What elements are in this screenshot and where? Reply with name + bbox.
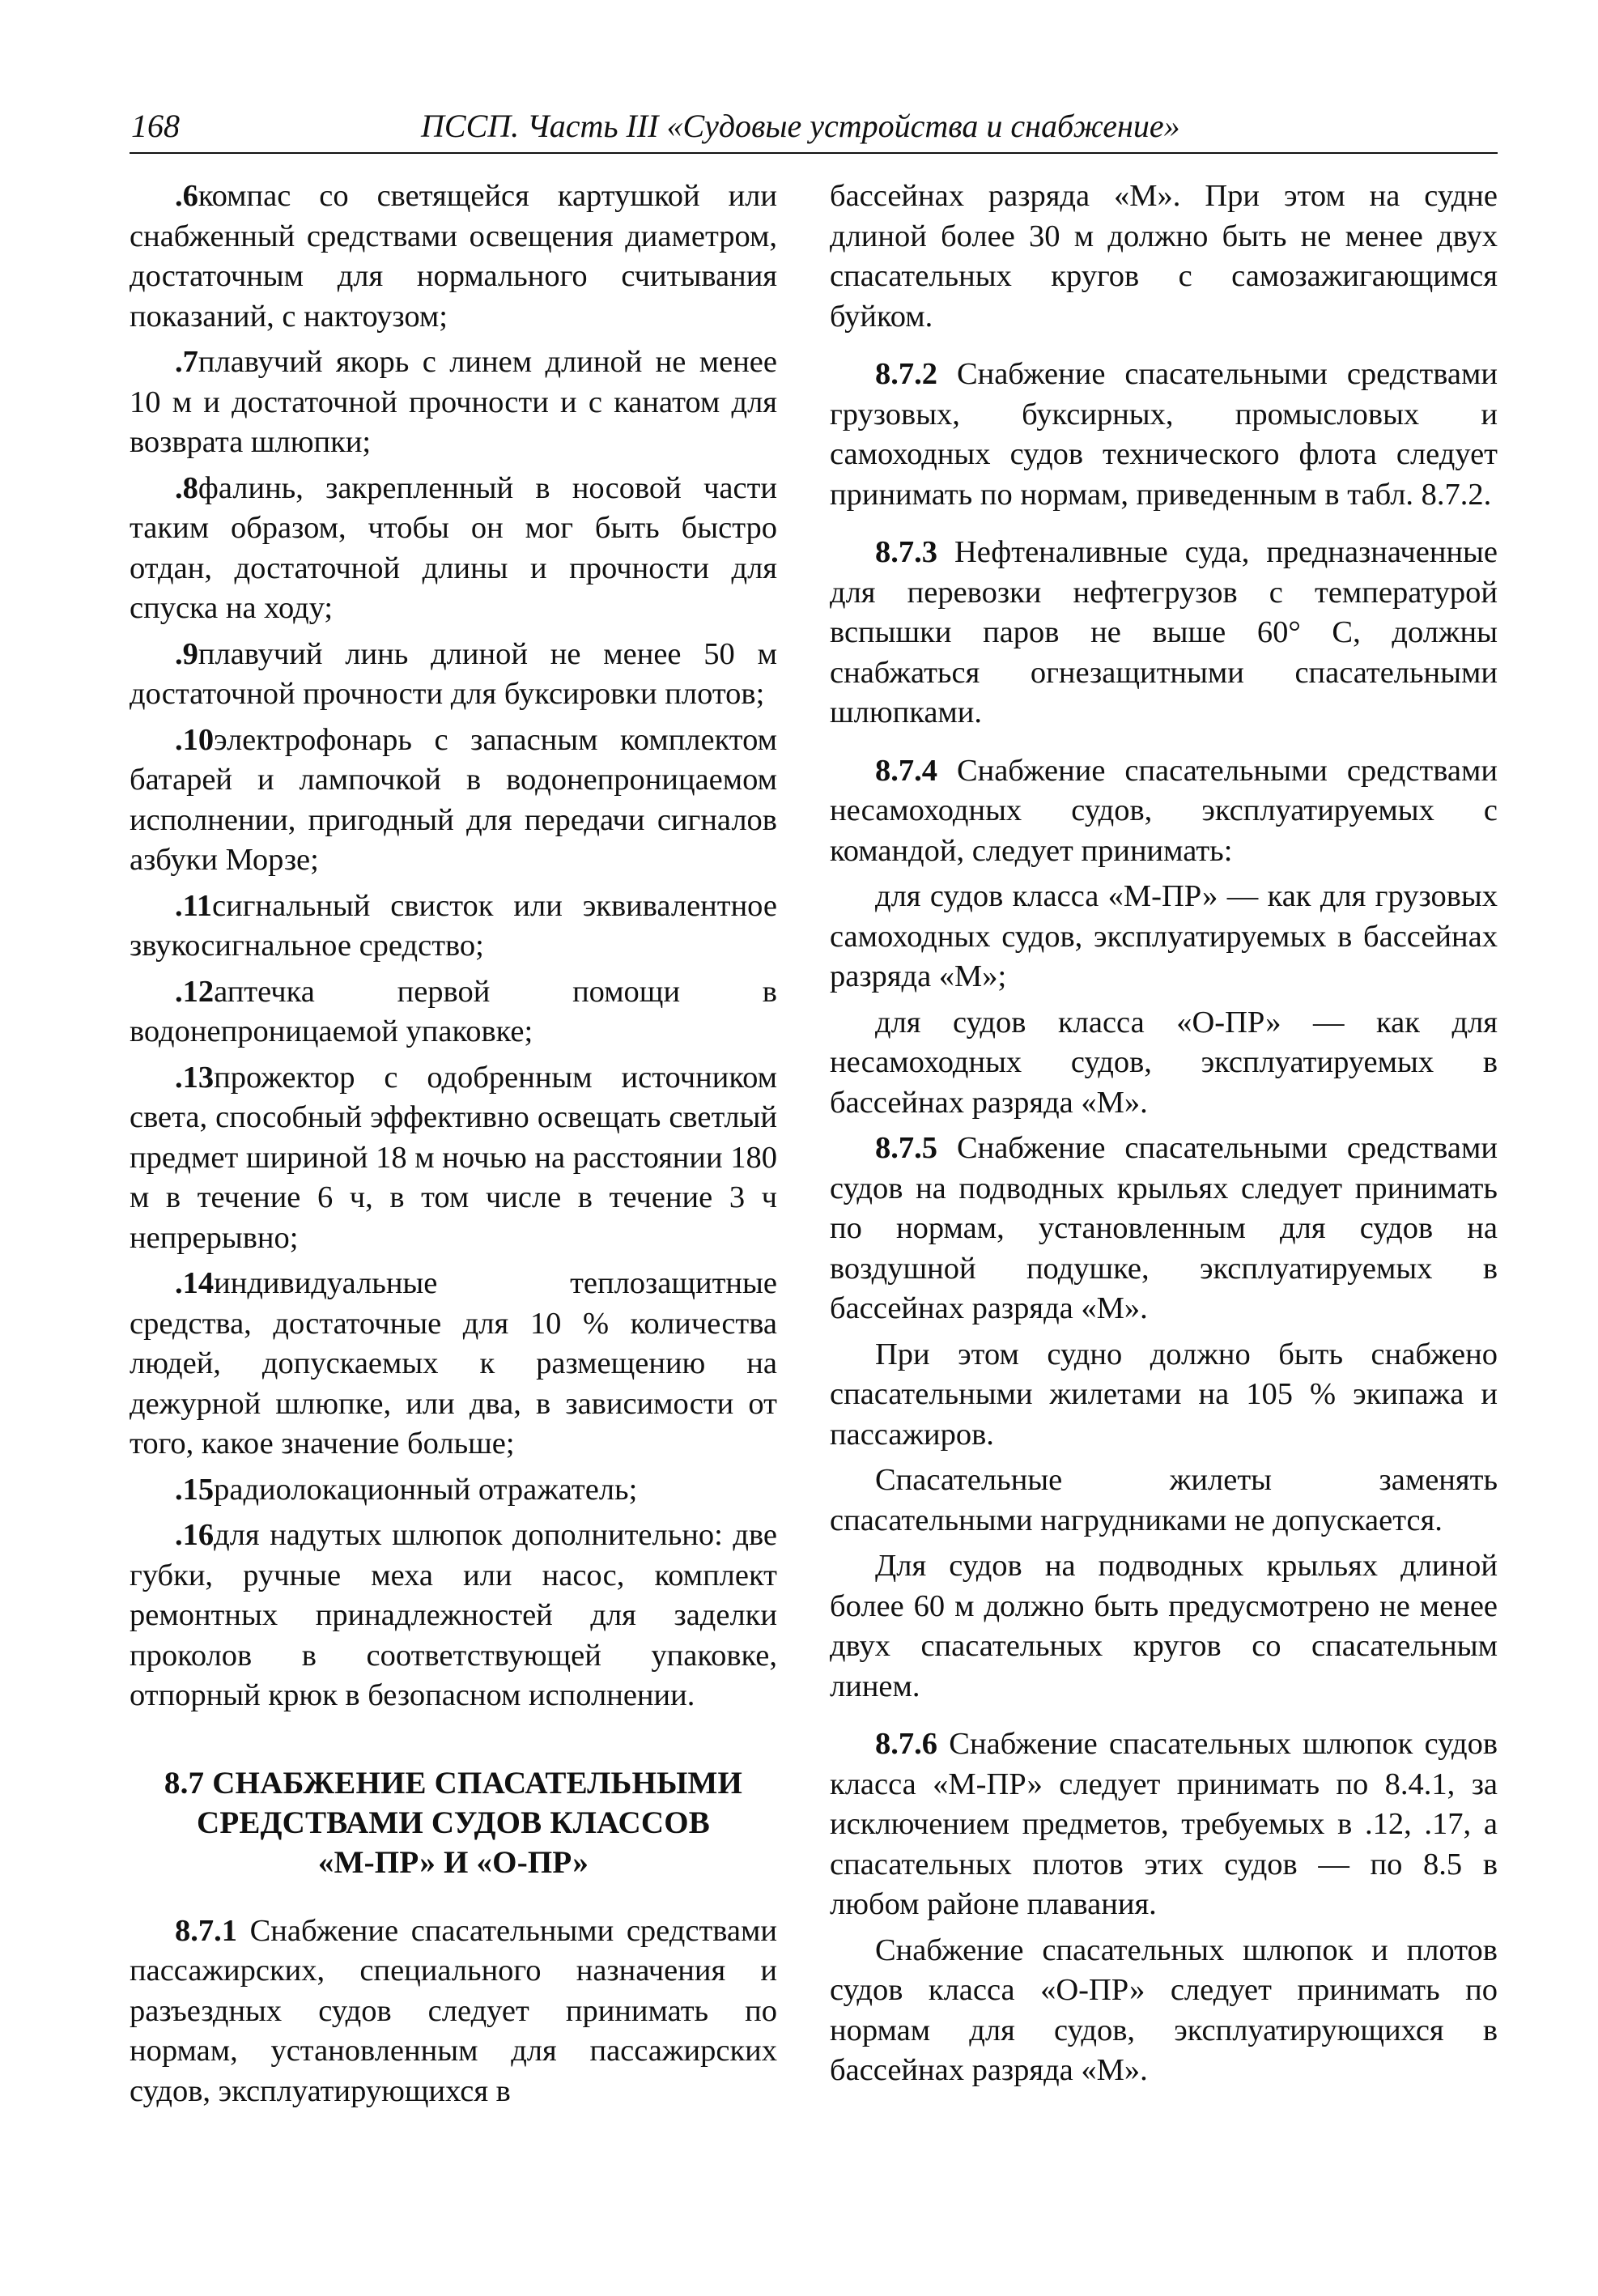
paragraph: Спасательные жилеты заменять спасательными нагрудниками не допускается. [830, 1463, 1498, 1537]
list-item: .13прожектор с одобренным источником света, способный эффективно освещать светлый предмет шириной 18 м ночью на расстоянии 180 м в течение 6 ч, в том числе в течение 3 ч непрерывно; [130, 1060, 777, 1255]
paragraph: Снабжение спасательных шлюпок и плотов судов класса «О-ПР» следует принимать по нормам для судов, эксплуатирующихся в бассейнах разряда «М». [830, 1932, 1498, 2087]
section-heading-line: СРЕДСТВАМИ СУДОВ КЛАССОВ [197, 1805, 710, 1840]
section-heading-line: 8.7 СНАБЖЕНИЕ СПАСАТЕЛЬНЫМИ [164, 1765, 743, 1801]
paragraph: для судов класса «М-ПР» — как для грузовых самоходных судов, эксплуатируемых в бассейнах разряда «М»; [830, 879, 1498, 993]
clause-8-7-3: 8.7.3 Нефтеналивные суда, предназначенные для перевозки нефтегрузов с температурой вспышки паров не выше 60° С, должны снабжаться огнезащитными спасательными шлюпками. [830, 535, 1498, 729]
list-item: .7плавучий якорь с линем длиной не менее 10 м и достаточной прочности и с канатом для возврата шлюпки; [130, 345, 777, 459]
paragraph: При этом судно должно быть снабжено спасательными жилетами на 105 % экипажа и пассажиров. [830, 1337, 1498, 1452]
right-column [830, 176, 1498, 2097]
running-title: ПССП. Часть III «Судовые устройства и снабжение» [421, 108, 1180, 144]
list-item: .12аптечка первой помощи в водонепроницаемой упаковке; [130, 974, 777, 1048]
section-heading-line: «М-ПР» И «О-ПР» [317, 1844, 589, 1880]
list-item: .14индивидуальные теплозащитные средства, достаточные для 10 % количества людей, допускаемых к размещению на дежурной шлюпке, или два, в зависимости от того, какое значение больше; [130, 1266, 777, 1461]
section-heading [130, 1763, 777, 1882]
continued-paragraph: бассейнах разряда «М». При этом на судне длиной более 30 м должно быть не менее двух спасательных кругов с самозажигающимся буйком. [830, 179, 1498, 334]
list-item: .9плавучий линь длиной не менее 50 м достаточной прочности для буксировки плотов; [130, 636, 777, 711]
list-item: .8фалинь, закрепленный в носовой части таким образом, чтобы он мог быть быстро отдан, достаточной длины и прочности для спуска на ходу; [130, 470, 777, 625]
list-item: .15радиолокационный отражатель; [175, 1472, 638, 1507]
paragraph: Для судов на подводных крыльях длиной более 60 м должно быть предусмотрено не менее двух спасательных кругов со спасательным линем. [830, 1549, 1498, 1703]
clause-8-7-6: 8.7.6 Снабжение спасательных шлюпок судов класса «М-ПР» следует принимать по 8.4.1, за исключением предметов, требуемых в .12, .17, а спасательных плотов этих судов — по 8.5 в любом районе плавания. [830, 1727, 1498, 1921]
clause-8-7-2: 8.7.2 Снабжение спасательными средствами грузовых, буксирных, промысловых и самоходных судов технического флота следует принимать по нормам, приведенным в табл. 8.7.2. [830, 357, 1498, 512]
left-column [130, 176, 777, 2117]
page-number: 168 [131, 108, 180, 144]
clause-8-7-1: 8.7.1 Снабжение спасательными средствами пассажирских, специального назначения и разъездных судов следует принимать по нормам, установленным для пассажирских судов, эксплуатирующихся в [130, 1913, 777, 2108]
list-item: .6компас со светящейся картушкой или снабженный средствами освещения диаметром, достаточным для нормального считывания показаний, с нактоузом; [130, 179, 777, 334]
page-header [130, 104, 1498, 154]
list-item: .11сигнальный свисток или эквивалентное звукосигнальное средство; [130, 888, 777, 963]
list-item: .16для надутых шлюпок дополнительно: две губки, ручные меха или насос, комплект ремонтных принадлежностей для заделки проколов в соответствующей упаковке, отпорный крюк в безопасном исполнении. [130, 1518, 777, 1712]
paragraph: для судов класса «О-ПР» — как для несамоходных судов, эксплуатируемых в бассейнах разряда «М». [830, 1005, 1498, 1120]
clause-8-7-5: 8.7.5 Снабжение спасательными средствами судов на подводных крыльях следует принимать по нормам, установленным для судов на воздушной подушке, эксплуатируемых в бассейнах разряда «М». [830, 1131, 1498, 1325]
clause-8-7-4: 8.7.4 Снабжение спасательными средствами несамоходных судов, эксплуатируемых с командой, следует принимать: [830, 753, 1498, 868]
list-item: .10электрофонарь с запасным комплектом батарей и лампочкой в водонепроницаемом исполнении, пригодный для передачи сигналов азбуки Морзе; [130, 722, 777, 877]
